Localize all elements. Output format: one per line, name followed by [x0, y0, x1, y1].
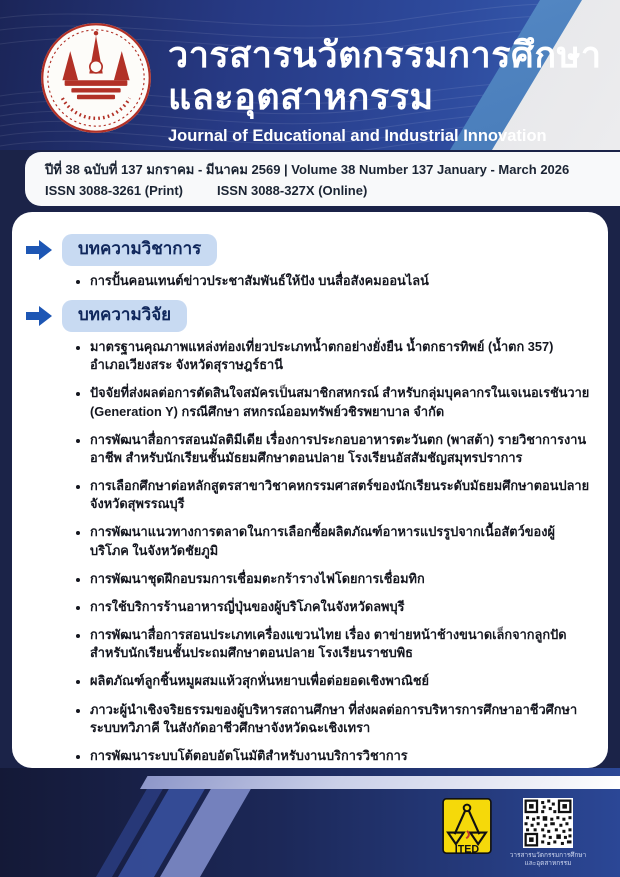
article-item: • การพัฒนาสื่อการสอนประเภทเครื่องแขวนไทย เรื่อง ตาข่ายหน้าช้างขนาดเล็กจากลูกปัด สำหรับนักเรียนชั้นประถมศึกษาตอนปลาย โรงเรียนราชบพิธ — [90, 626, 592, 662]
arrow-right-icon — [26, 306, 52, 326]
journal-title-line1: วารสารนวัตกรรมการศึกษา — [168, 34, 602, 75]
journal-title-line2: และอุตสาหกรรม — [168, 76, 434, 117]
header — [0, 0, 620, 150]
article-item: • การพัฒนาระบบโต้ตอบอัตโนมัติสำหรับงานบริการวิชาการ — [90, 747, 592, 765]
article-item: • การเลือกศึกษาต่อหลักสูตรสาขาวิชาคหกรรมศาสตร์ของนักเรียนระดับมัธยมศึกษาตอนปลาย จังหวัดสุพรรณบุรี — [90, 477, 592, 513]
qr-caption-line2: และอุตสาหกรรม — [524, 860, 572, 867]
issn-print: ISSN 3088-3261 (Print) — [45, 183, 184, 198]
qr-caption — [510, 852, 587, 868]
qr-block — [509, 798, 587, 868]
qr-code — [523, 798, 573, 848]
journal-title-block — [168, 34, 602, 146]
university-seal — [40, 22, 152, 134]
section-title-academic: บทความวิชาการ — [62, 234, 217, 266]
article-item: • การพัฒนาชุดฝึกอบรมการเชื่อมตะกร้ารางไฟโดยการเชื่อมทิก — [90, 570, 592, 588]
arrow-right-icon — [26, 240, 52, 260]
article-item: • ปัจจัยที่ส่งผลต่อการตัดสินใจสมัครเป็นสมาชิกสหกรณ์ สำหรับกลุ่มบุคลากรในเจเนอเรชันวาย (Generation Y) กรณีศึกษา สหกรณ์ออมทรัพย์วชิรพยาบาล จำกัด — [90, 384, 592, 420]
issn-online: ISSN 3088-327X (Online) — [217, 183, 368, 198]
issue-bar — [25, 152, 620, 206]
ited-logo — [442, 798, 492, 854]
section-header-research — [26, 300, 608, 332]
academic-article-list — [90, 272, 592, 290]
article-item: • การปั้นคอนเทนต์ข่าวประชาสัมพันธ์ให้ปัง บนสื่อสังคมออนไลน์ — [90, 272, 592, 290]
article-item: • ภาวะผู้นำเชิงจริยธรรมของผู้บริหารสถานศึกษา ที่ส่งผลต่อการบริหารการศึกษาอาชีวศึกษา ระบบทวิภาคี ในสังกัดอาชีวศึกษาจังหวัดฉะเชิงเทรา — [90, 701, 592, 737]
article-item: • การใช้บริการร้านอาหารญี่ปุ่นของผู้บริโภคในจังหวัดลพบุรี — [90, 598, 592, 616]
article-item: • ผลิตภัณฑ์ลูกชิ้นหมูผสมแห้วสุกหั่นหยาบเพื่อต่อยอดเชิงพาณิชย์ — [90, 672, 592, 690]
section-header-academic — [26, 234, 608, 266]
article-item: • มาตรฐานคุณภาพแหล่งท่องเที่ยวประเภทน้ำตกอย่างยั่งยืน น้ำตกธารทิพย์ (น้ำตก 357) อำเภอเวียงสระ จังหวัดสุราษฎร์ธานี — [90, 338, 592, 374]
issn-row — [45, 180, 620, 202]
contents-panel — [12, 212, 608, 768]
footer — [0, 768, 620, 877]
footer-light-band — [140, 776, 620, 789]
footer-logos — [442, 798, 587, 868]
article-item: • การพัฒนาสื่อการสอนมัลติมีเดีย เรื่องการประกอบอาหารตะวันตก (พาสต้า) รายวิชาการงานอาชีพ สำหรับนักเรียนชั้นมัธยมศึกษาตอนปลาย โรงเรียนอัสสัมชัญสมุทรปราการ — [90, 431, 592, 467]
svg-text:ITED: ITED — [454, 843, 480, 854]
section-title-research: บทความวิจัย — [62, 300, 187, 332]
qr-caption-line1: วารสารนวัตกรรมการศึกษา — [509, 852, 587, 859]
article-item: • การพัฒนาแนวทางการตลาดในการเลือกซื้อผลิตภัณฑ์อาหารแปรรูปจากเนื้อสัตว์ของผู้บริโภค ในจังหวัดชัยภูมิ — [90, 523, 592, 559]
journal-subtitle: Journal of Educational and Industrial Innovation — [168, 127, 547, 145]
research-article-list — [90, 338, 592, 765]
issue-volume-text: ปีที่ 38 ฉบับที่ 137 มกราคม - มีนาคม 2569 | Volume 38 Number 137 January - March 2026 — [45, 162, 570, 177]
